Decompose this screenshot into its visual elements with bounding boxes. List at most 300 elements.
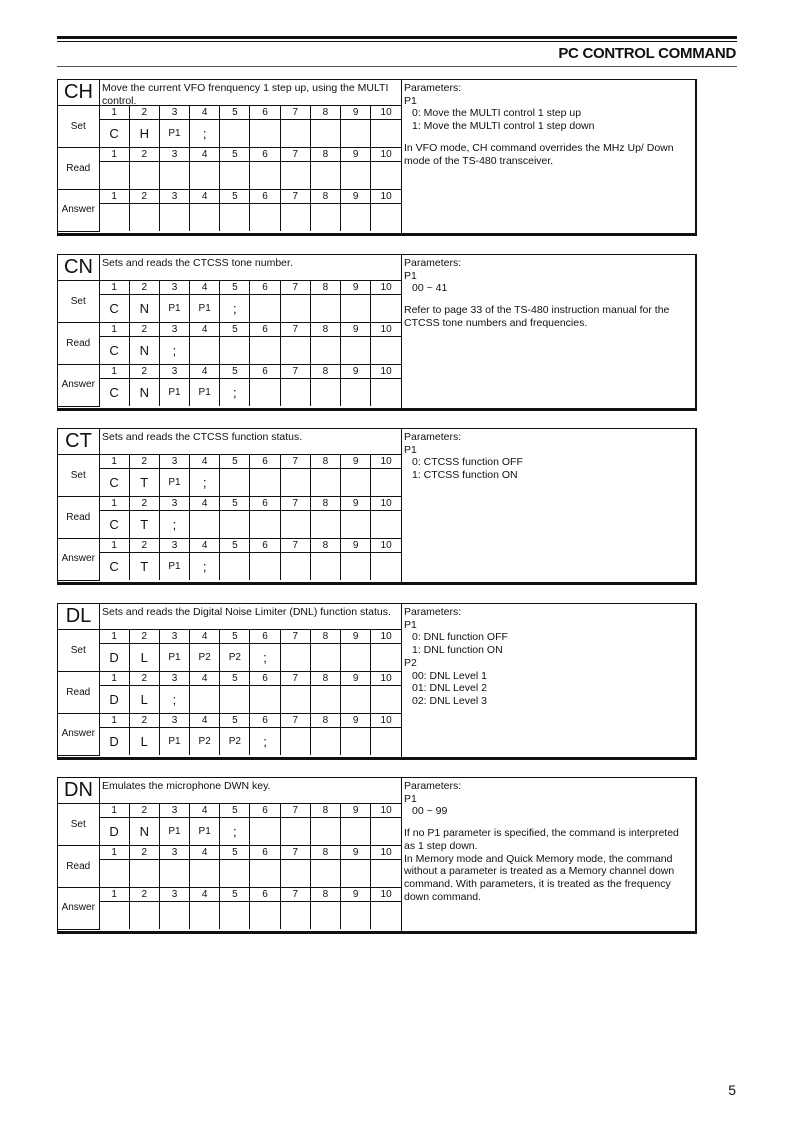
column-number: 1 (99, 323, 129, 337)
format-cell (220, 337, 250, 365)
format-cell (220, 686, 250, 714)
parameter-line: Parameters: (404, 431, 462, 443)
column-number: 1 (99, 846, 129, 860)
format-cell (280, 162, 310, 190)
format-cell (250, 337, 280, 365)
row-label-answer: Answer (58, 714, 99, 756)
parameter-line: 01: DNL Level 2 (412, 682, 487, 695)
column-number: 9 (341, 455, 371, 469)
row-label-answer: Answer (58, 539, 99, 581)
column-number: 6 (250, 497, 280, 511)
column-number: 1 (99, 455, 129, 469)
command-block (57, 254, 697, 411)
format-cell: L (129, 728, 159, 756)
format-cell (129, 902, 159, 930)
column-number: 4 (190, 148, 220, 162)
column-number: 6 (250, 281, 280, 295)
format-cell (310, 379, 340, 407)
format-cell: P1 (159, 295, 189, 323)
parameters-box (401, 255, 695, 408)
format-cell (250, 295, 280, 323)
format-cell: C (99, 295, 129, 323)
format-cell (341, 644, 371, 672)
format-cell (371, 120, 401, 148)
parameter-line: P1 (404, 618, 417, 631)
column-number: 1 (99, 888, 129, 902)
format-cell (280, 295, 310, 323)
column-number: 8 (310, 539, 340, 553)
format-cell (159, 162, 189, 190)
column-number: 5 (220, 804, 250, 818)
format-cell (129, 204, 159, 232)
column-number: 9 (341, 846, 371, 860)
format-cell (310, 120, 340, 148)
parameter-line: If no P1 parameter is specified, the command is interpreted (404, 827, 679, 840)
format-cell: C (99, 337, 129, 365)
column-number: 8 (310, 106, 340, 120)
column-number: 2 (129, 539, 159, 553)
parameter-line: Parameters: (404, 780, 462, 792)
column-number: 2 (129, 804, 159, 818)
format-cell: T (129, 511, 159, 539)
parameter-line: 1: CTCSS function ON (412, 469, 518, 482)
column-number: 1 (99, 148, 129, 162)
format-cell (190, 337, 220, 365)
column-number: 2 (129, 106, 159, 120)
column-number: 7 (280, 804, 310, 818)
format-cell: D (99, 728, 129, 756)
format-cell (371, 295, 401, 323)
column-number: 5 (220, 539, 250, 553)
format-cell (250, 860, 280, 888)
format-cell (250, 553, 280, 581)
column-number: 5 (220, 455, 250, 469)
column-number: 9 (341, 323, 371, 337)
format-cell: ; (220, 295, 250, 323)
column-number: 3 (159, 714, 189, 728)
format-cell (280, 644, 310, 672)
format-cell (280, 686, 310, 714)
format-cell (280, 728, 310, 756)
column-number: 6 (250, 888, 280, 902)
format-cell (220, 162, 250, 190)
format-cell (280, 860, 310, 888)
command-description: Sets and reads the Digital Noise Limiter (DNL) function status. (99, 604, 401, 629)
row-label-set: Set (58, 630, 99, 672)
command-format-table (58, 280, 401, 407)
column-number: 3 (159, 846, 189, 860)
format-cell (310, 686, 340, 714)
parameter-line: Refer to page 33 of the TS-480 instruction manual for the (404, 304, 670, 317)
column-number: 6 (250, 365, 280, 379)
format-cell: P1 (159, 469, 189, 497)
row-label-read: Read (58, 846, 99, 888)
format-cell (220, 120, 250, 148)
header-rule-thick (57, 36, 737, 39)
column-number: 7 (280, 497, 310, 511)
parameter-line: Parameters: (404, 606, 462, 618)
format-cell (129, 860, 159, 888)
column-number: 2 (129, 630, 159, 644)
format-cell: P1 (190, 379, 220, 407)
format-cell (341, 162, 371, 190)
command-description: Emulates the microphone DWN key. (99, 778, 401, 803)
format-cell: N (129, 337, 159, 365)
column-number: 9 (341, 497, 371, 511)
format-cell (250, 511, 280, 539)
parameters-box (401, 80, 695, 233)
column-number: 7 (280, 148, 310, 162)
format-cell (99, 162, 129, 190)
column-number: 8 (310, 888, 340, 902)
parameters-box (401, 778, 695, 931)
column-number: 10 (371, 714, 401, 728)
format-cell (310, 469, 340, 497)
parameters-box (401, 604, 695, 757)
column-number: 8 (310, 455, 340, 469)
format-cell (371, 902, 401, 930)
column-number: 10 (371, 539, 401, 553)
format-cell (280, 469, 310, 497)
format-cell (250, 120, 280, 148)
column-number: 3 (159, 190, 189, 204)
format-cell: ; (159, 511, 189, 539)
parameter-line: 1: Move the MULTI control 1 step down (412, 120, 595, 133)
column-number: 9 (341, 281, 371, 295)
format-cell: ; (250, 728, 280, 756)
format-cell (310, 728, 340, 756)
column-number: 1 (99, 190, 129, 204)
parameter-line: mode of the TS-480 transceiver. (404, 154, 554, 167)
format-cell (341, 337, 371, 365)
format-cell: N (129, 818, 159, 846)
format-cell (341, 728, 371, 756)
format-cell (190, 511, 220, 539)
column-number: 10 (371, 281, 401, 295)
column-number: 1 (99, 281, 129, 295)
column-number: 7 (280, 672, 310, 686)
format-cell (371, 728, 401, 756)
column-number: 3 (159, 323, 189, 337)
parameter-line: 00 ~ 41 (412, 282, 448, 295)
column-number: 9 (341, 148, 371, 162)
column-number: 5 (220, 106, 250, 120)
format-cell: ; (159, 686, 189, 714)
column-number: 8 (310, 497, 340, 511)
command-description: Sets and reads the CTCSS tone number. (99, 255, 401, 280)
column-number: 9 (341, 804, 371, 818)
parameter-line: P1 (404, 94, 417, 107)
command-block (57, 79, 697, 236)
column-number: 6 (250, 323, 280, 337)
column-number: 7 (280, 365, 310, 379)
parameter-line: P1 (404, 269, 417, 282)
parameter-line: P1 (404, 443, 417, 456)
format-cell (250, 818, 280, 846)
column-number: 6 (250, 630, 280, 644)
format-cell (371, 469, 401, 497)
format-cell (371, 162, 401, 190)
column-number: 4 (190, 888, 220, 902)
format-cell (310, 337, 340, 365)
column-number: 10 (371, 190, 401, 204)
format-cell: L (129, 644, 159, 672)
parameter-line: Parameters: (404, 82, 462, 94)
format-cell: ; (190, 553, 220, 581)
format-cell: C (99, 469, 129, 497)
column-number: 10 (371, 365, 401, 379)
column-number: 9 (341, 539, 371, 553)
format-cell (220, 511, 250, 539)
command-code: CT (65, 430, 92, 452)
format-cell (310, 553, 340, 581)
column-number: 8 (310, 630, 340, 644)
column-number: 3 (159, 497, 189, 511)
column-number: 1 (99, 365, 129, 379)
format-cell (371, 686, 401, 714)
parameter-line: 1: DNL function ON (412, 644, 503, 657)
row-label-answer: Answer (58, 888, 99, 930)
column-number: 1 (99, 804, 129, 818)
column-number: 7 (280, 190, 310, 204)
column-number: 5 (220, 281, 250, 295)
format-cell (371, 337, 401, 365)
command-description: Move the current VFO frenquency 1 step up, using the MULTI control. (99, 80, 401, 105)
format-cell (280, 379, 310, 407)
column-number: 6 (250, 190, 280, 204)
parameter-line (404, 133, 695, 142)
format-cell: ; (190, 120, 220, 148)
format-cell (371, 860, 401, 888)
parameter-line: In Memory mode and Quick Memory mode, the command (404, 852, 673, 865)
column-number: 4 (190, 106, 220, 120)
format-cell (341, 120, 371, 148)
row-label-set: Set (58, 455, 99, 497)
format-cell (371, 818, 401, 846)
column-number: 4 (190, 714, 220, 728)
column-number: 1 (99, 630, 129, 644)
column-number: 10 (371, 846, 401, 860)
column-number: 10 (371, 804, 401, 818)
format-cell (190, 162, 220, 190)
format-cell (280, 337, 310, 365)
parameter-line: CTCSS tone numbers and frequencies. (404, 316, 588, 329)
column-number: 5 (220, 714, 250, 728)
format-cell (310, 204, 340, 232)
format-cell (341, 295, 371, 323)
command-format-table (58, 629, 401, 756)
parameter-line: P2 (404, 656, 417, 669)
format-cell (371, 379, 401, 407)
column-number: 2 (129, 455, 159, 469)
column-number: 1 (99, 714, 129, 728)
row-label-answer: Answer (58, 365, 99, 407)
format-cell (280, 511, 310, 539)
row-label-read: Read (58, 672, 99, 714)
parameter-line: 00: DNL Level 1 (412, 669, 487, 682)
format-cell (310, 818, 340, 846)
format-cell: P1 (159, 553, 189, 581)
format-cell (280, 204, 310, 232)
column-number: 5 (220, 148, 250, 162)
column-number: 7 (280, 714, 310, 728)
column-number: 6 (250, 539, 280, 553)
parameter-line (404, 295, 695, 304)
format-cell (310, 902, 340, 930)
command-code: DN (64, 779, 93, 801)
column-number: 5 (220, 888, 250, 902)
column-number: 3 (159, 455, 189, 469)
command-format-table (58, 803, 401, 930)
column-number: 10 (371, 106, 401, 120)
format-cell (310, 162, 340, 190)
format-cell: C (99, 379, 129, 407)
format-cell (190, 204, 220, 232)
format-cell (341, 379, 371, 407)
header-underline (57, 66, 737, 67)
column-number: 3 (159, 672, 189, 686)
header-rule-thin (57, 41, 737, 42)
column-number: 4 (190, 846, 220, 860)
format-cell (99, 204, 129, 232)
column-number: 1 (99, 497, 129, 511)
format-cell: P1 (190, 818, 220, 846)
column-number: 8 (310, 281, 340, 295)
format-cell (341, 204, 371, 232)
column-number: 2 (129, 281, 159, 295)
column-number: 5 (220, 497, 250, 511)
command-format-table (58, 105, 401, 232)
command-description: Sets and reads the CTCSS function status. (99, 429, 401, 454)
format-cell (250, 686, 280, 714)
format-cell (371, 553, 401, 581)
column-number: 8 (310, 148, 340, 162)
format-cell (371, 644, 401, 672)
command-block (57, 428, 697, 585)
column-number: 2 (129, 672, 159, 686)
format-cell: P1 (190, 295, 220, 323)
format-cell (129, 162, 159, 190)
format-cell (190, 860, 220, 888)
format-cell: ; (190, 469, 220, 497)
format-cell: N (129, 295, 159, 323)
column-number: 9 (341, 714, 371, 728)
parameter-line: 0: DNL function OFF (412, 631, 508, 644)
parameter-line: as 1 step down. (404, 839, 478, 852)
parameter-line: command. With parameters, it is treated as the frequency (404, 877, 671, 890)
format-cell (220, 553, 250, 581)
format-cell (280, 553, 310, 581)
column-number: 8 (310, 714, 340, 728)
column-number: 6 (250, 846, 280, 860)
command-code: CH (64, 81, 93, 103)
column-number: 10 (371, 497, 401, 511)
column-number: 6 (250, 148, 280, 162)
format-cell: P2 (220, 644, 250, 672)
format-cell (341, 860, 371, 888)
column-number: 10 (371, 323, 401, 337)
column-number: 4 (190, 455, 220, 469)
column-number: 3 (159, 365, 189, 379)
format-cell: N (129, 379, 159, 407)
format-cell (250, 469, 280, 497)
format-cell (341, 818, 371, 846)
format-cell: P2 (190, 728, 220, 756)
format-cell (371, 204, 401, 232)
column-number: 9 (341, 106, 371, 120)
column-number: 4 (190, 497, 220, 511)
format-cell (310, 860, 340, 888)
format-cell (341, 553, 371, 581)
format-cell (310, 644, 340, 672)
format-cell: T (129, 553, 159, 581)
parameters-box (401, 429, 695, 582)
parameter-line: In VFO mode, CH command overrides the MHz Up/ Down (404, 141, 674, 154)
column-number: 5 (220, 323, 250, 337)
parameter-line (404, 818, 695, 827)
column-number: 3 (159, 148, 189, 162)
format-cell (250, 902, 280, 930)
format-cell: ; (159, 337, 189, 365)
column-number: 9 (341, 672, 371, 686)
column-number: 9 (341, 365, 371, 379)
column-number: 3 (159, 804, 189, 818)
format-cell: D (99, 686, 129, 714)
format-cell (250, 162, 280, 190)
format-cell: C (99, 511, 129, 539)
column-number: 9 (341, 630, 371, 644)
column-number: 2 (129, 888, 159, 902)
column-number: 8 (310, 804, 340, 818)
format-cell: T (129, 469, 159, 497)
column-number: 3 (159, 281, 189, 295)
format-cell (220, 902, 250, 930)
parameter-line: 0: CTCSS function OFF (412, 456, 523, 469)
column-number: 4 (190, 281, 220, 295)
page-number: 5 (728, 1082, 736, 1098)
command-code: DL (65, 605, 92, 627)
format-cell (159, 860, 189, 888)
format-cell: D (99, 644, 129, 672)
column-number: 3 (159, 539, 189, 553)
format-cell: ; (220, 818, 250, 846)
row-label-set: Set (58, 804, 99, 846)
row-label-read: Read (58, 148, 99, 190)
column-number: 3 (159, 630, 189, 644)
format-cell (371, 511, 401, 539)
column-number: 3 (159, 106, 189, 120)
column-number: 4 (190, 190, 220, 204)
parameter-line: 00 ~ 99 (412, 805, 448, 818)
format-cell: P2 (220, 728, 250, 756)
column-number: 9 (341, 888, 371, 902)
format-cell: C (99, 120, 129, 148)
format-cell (99, 902, 129, 930)
column-number: 9 (341, 190, 371, 204)
column-number: 2 (129, 365, 159, 379)
column-number: 7 (280, 630, 310, 644)
column-number: 2 (129, 148, 159, 162)
format-cell: P1 (159, 728, 189, 756)
column-number: 4 (190, 539, 220, 553)
column-number: 6 (250, 455, 280, 469)
column-number: 4 (190, 630, 220, 644)
parameter-line: without a parameter is treated as a Memory channel down (404, 865, 675, 878)
column-number: 8 (310, 672, 340, 686)
command-block (57, 777, 697, 934)
column-number: 2 (129, 190, 159, 204)
format-cell: ; (250, 644, 280, 672)
